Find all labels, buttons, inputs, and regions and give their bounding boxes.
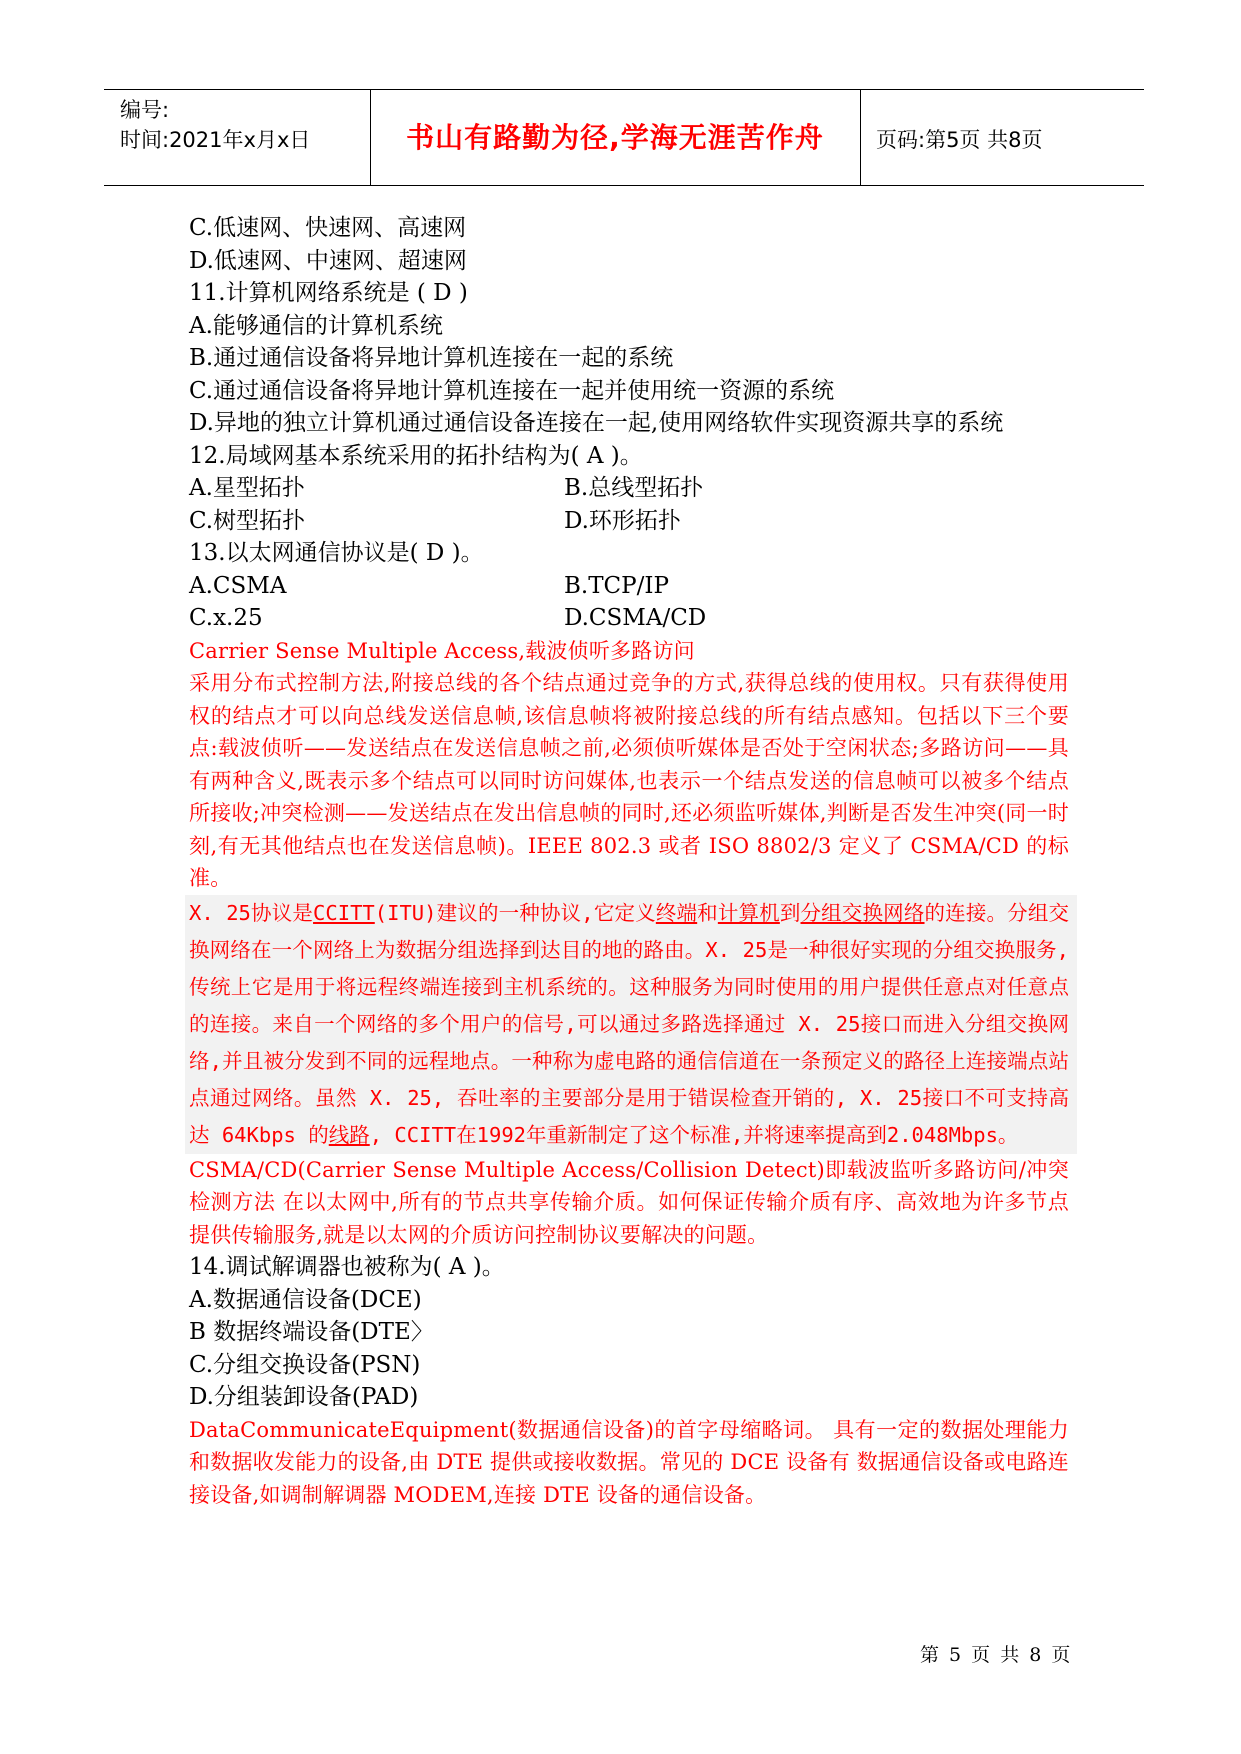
note-csma-title: Carrier Sense Multiple Access,载波侦听多路访问 bbox=[189, 638, 695, 663]
x25-text: 的连接。分组交换网络在一个网络上为数据分组选择到达目的地的路由。X. 25是一种很好实现的分组交换服务,传统上它是用于将远程终端连接到主机系统的。这种服务为同时使用的用户提供任意点对任意点的连接。来自一个网络的多个用户的信号,可以通过多路选择通过 X. 25接口而进入分组交换网络,并且被分发到不同的远程地点。一种称为虚电路的通信信道在一条预定义的路径上连接端点站点通过网络。虽然 X. 25, 吞吐率的主要部分是用于错误检查开销的, X. 25接口不可支持高达 64Kbps 的 bbox=[189, 900, 1070, 1147]
page-header bbox=[104, 89, 1144, 186]
number-label: 编号: bbox=[120, 98, 170, 122]
x25-text: , CCITT在1992年重新制定了这个标准,并将速率提高到2.048Mbps。 bbox=[369, 1122, 1019, 1147]
option-row bbox=[189, 472, 1069, 505]
option-line: B 数据终端设备(DTE〉 bbox=[189, 1319, 434, 1345]
option-line: B.通过通信设备将异地计算机连接在一起的系统 bbox=[189, 345, 674, 371]
note-x25 bbox=[185, 895, 1077, 1154]
option-line: A.能够通信的计算机系统 bbox=[189, 312, 443, 339]
line-link[interactable]: 线路 bbox=[328, 1122, 370, 1147]
packet-switching-link[interactable]: 分组交换网络 bbox=[800, 900, 925, 925]
x25-text: 和 bbox=[697, 900, 718, 925]
question-13: 13.以太网通信协议是( D )。 bbox=[189, 540, 484, 566]
option-line: D.低速网、中速网、超速网 bbox=[189, 247, 467, 274]
header-motto: 书山有路勤为径,学海无涯苦作舟 bbox=[406, 121, 824, 154]
option-line: C.通过通信设备将异地计算机连接在一起并使用统一资源的系统 bbox=[189, 377, 835, 404]
x25-text: X. 25协议是 bbox=[189, 900, 314, 925]
header-page-label: 页码:第5页 共8页 bbox=[876, 128, 1043, 152]
x25-text: (ITU)建议的一种协议,它定义 bbox=[374, 900, 656, 925]
option-line: A.数据通信设备(DCE) bbox=[189, 1286, 422, 1313]
page-footer: 第 5 页 共 8 页 bbox=[920, 1644, 1073, 1666]
option-b: B.总线型拓扑 bbox=[564, 475, 704, 501]
option-a: A.CSMA bbox=[189, 572, 287, 599]
computer-link[interactable]: 计算机 bbox=[717, 900, 780, 925]
option-row bbox=[189, 505, 1069, 538]
option-c: C.x.25 bbox=[189, 605, 263, 631]
option-b: B.TCP/IP bbox=[564, 572, 669, 599]
option-row bbox=[189, 602, 1069, 635]
note-dce: DataCommunicateEquipment(数据通信设备)的首字母缩略词。 具有一定的数据处理能力和数据收发能力的设备,由 DTE 提供或接收数据。常见的 DCE 设备有 数据通信设备或电路连接设备,如调制解调器 MODEM,连接 DTE 设备的通信设备。 bbox=[189, 1417, 1069, 1507]
x25-text: 到 bbox=[779, 900, 801, 925]
question-14: 14.调试解调器也被称为( A )。 bbox=[189, 1254, 505, 1280]
option-c: C.树型拓扑 bbox=[189, 507, 306, 534]
question-12: 12.局域网基本系统采用的拓扑结构为( A )。 bbox=[189, 442, 643, 469]
ccitt-link[interactable]: CCITT bbox=[313, 900, 375, 925]
header-left-cell bbox=[120, 95, 370, 155]
option-line: D.异地的独立计算机通过通信设备连接在一起,使用网络软件实现资源共享的系统 bbox=[189, 410, 1004, 436]
header-divider bbox=[860, 90, 861, 185]
option-d: D.CSMA/CD bbox=[564, 605, 707, 631]
option-line: D.分组装卸设备(PAD) bbox=[189, 1384, 419, 1410]
note-csmacd: CSMA/CD(Carrier Sense Multiple Access/Collision Detect)即载波监听多路访问/冲突检测方法 在以太网中,所有的节点共享传输介质。如何保证传输介质有序、高效地为许多节点提供传输服务,就是以太网的介质访问控制协议要解决的问题。 bbox=[189, 1157, 1069, 1247]
document-body bbox=[189, 212, 1069, 1511]
question-11: 11.计算机网络系统是 ( D ) bbox=[189, 280, 468, 306]
terminal-link[interactable]: 终端 bbox=[655, 900, 698, 925]
option-line: C.低速网、快速网、高速网 bbox=[189, 215, 467, 241]
option-a: A.星型拓扑 bbox=[189, 475, 305, 501]
note-csma-body: 采用分布式控制方法,附接总线的各个结点通过竞争的方式,获得总线的使用权。只有获得使用权的结点才可以向总线发送信息帧,该信息帧将被附接总线的所有结点感知。包括以下三个要点:载波侦听——发送结点在发送信息帧之前,必须侦听媒体是否处于空闲状态;多路访问——具有两种含义,既表示多个结点可以同时访问媒体,也表示一个结点发送的信息帧可以被多个结点所接收;冲突检测——发送结点在发出信息帧的同时,还必须监听媒体,判断是否发生冲突(同一时刻,有无其他结点也在发送信息帧)。IEEE 802.3 或者 ISO 8802/3 定义了 CSMA/CD 的标准。 bbox=[189, 671, 1069, 890]
time-label: 时间:2021年x月x日 bbox=[120, 128, 311, 152]
option-d: D.环形拓扑 bbox=[564, 507, 681, 534]
option-row bbox=[189, 570, 1069, 603]
option-line: C.分组交换设备(PSN) bbox=[189, 1351, 421, 1378]
